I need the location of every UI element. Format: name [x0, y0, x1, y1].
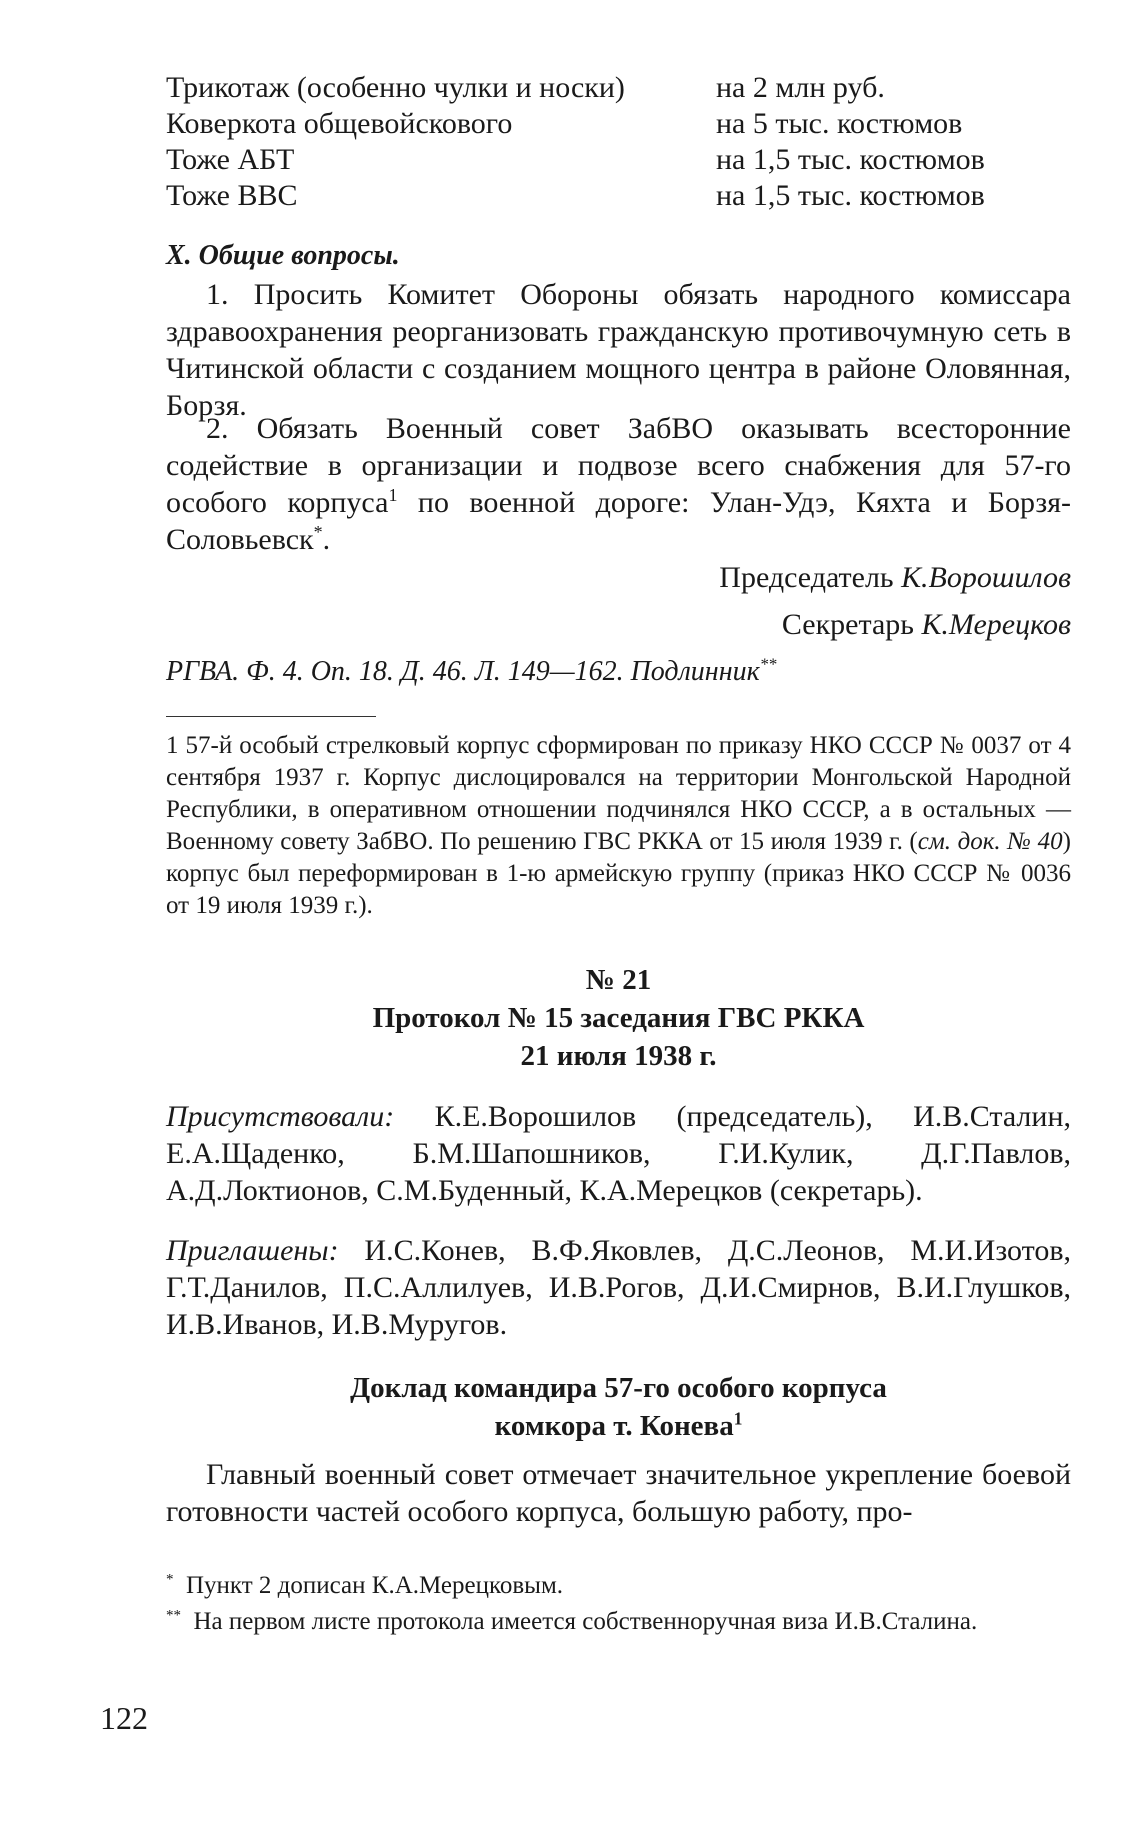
footnote-1-text-a: 1 57-й особый стрелковый корпус сформирован по приказу НКО СССР № 0037 от 4 сентября 1937 г. Корпус дислоцировался на территории Монгольской Народной Республики, в оперативном отношении подчинялся НКО СССР, а в остальных — Военному совету ЗабВО. По решению ГВС РККА от 15 июля 1939 г. ( — [166, 732, 1071, 855]
document-date: 21 июля 1938 г. — [520, 1040, 717, 1072]
paragraph-1: 1. Просить Комитет Обороны обязать народного комиссара здравоохранения реорганизовать гражданскую противочумную сеть в Читинской области с созданием мощного центра в районе Оловянная, Борзя. — [166, 278, 1071, 422]
report-subtitle — [166, 1408, 1071, 1444]
paragraph-2: 2. Обязать Военный совет ЗабВО оказывать всесторонние содействие в организации и подвозе всего снабжения для 57-го особого корпуса$^1$ по военной дороге: Улан-Удэ, Кяхта и Борзя-Соловьевск*. — [166, 412, 1071, 556]
document-title: Протокол № 15 заседания ГВС РККА — [372, 1002, 865, 1034]
footnote-ref-star: * — [313, 522, 323, 542]
footnote-1-ref: см. док. № 40 — [917, 828, 1063, 855]
report-subtitle-text: комкора т. Конева — [494, 1410, 734, 1442]
invited-names: И.С.Конев, В.Ф.Яковлев, Д.С.Леонов, М.И.Изотов, Г.Т.Данилов, П.С.Аллилуев, И.В.Рогов, Д.И.Смирнов, В.И.Глушков, И.В.Иванов, И.В.Муругов. — [166, 1234, 1071, 1341]
footnote-divider — [166, 716, 376, 717]
supply-list — [166, 70, 1071, 214]
archive-star: ** — [759, 654, 777, 674]
present-names: К.Е.Ворошилов (председатель), И.В.Сталин, Е.А.Щаденко, Б.М.Шапошников, Г.И.Кулик, Д.Г.Павлов, А.Д.Локтионов, С.М.Буденный, К.А.Мерецков (секретарь). — [166, 1100, 1071, 1207]
secretary-signature — [166, 605, 1071, 645]
invited-label: Приглашены: — [166, 1234, 339, 1267]
item-amount: на 1,5 тыс. костюмов — [716, 179, 985, 212]
section-heading: Х. Общие вопросы. — [166, 240, 400, 271]
chair-signature — [166, 558, 1071, 598]
secretary-name: К.Мерецков — [921, 608, 1071, 641]
list-item — [166, 142, 1071, 178]
report-footnote-ref: 1 — [733, 1408, 743, 1429]
note-1-mark: * — [166, 1571, 174, 1588]
item-amount: на 2 млн руб. — [716, 71, 885, 104]
archive-reference — [166, 655, 1071, 689]
item-name: Тоже ВВС — [166, 179, 298, 212]
list-item — [166, 106, 1071, 142]
list-item — [166, 70, 1071, 106]
list-item — [166, 178, 1071, 214]
footnote-1 — [166, 730, 1071, 922]
note-2-mark: ** — [166, 1607, 181, 1624]
present-list — [166, 1098, 1071, 1209]
paragraph-2-text-a: 2. Обязать Военный совет ЗабВО оказывать всесторонние содействие в организации и подвозе всего снабжения для 57-го особого корпуса — [166, 412, 1071, 519]
item-name: Тоже АБТ — [166, 143, 295, 176]
note-2 — [166, 1606, 1071, 1638]
chair-label: Председатель — [719, 561, 902, 594]
page-number: 122 — [100, 1700, 148, 1736]
note-1 — [166, 1570, 1071, 1602]
report-body: Главный военный совет отмечает значительное укрепление боевой готовности частей особого корпуса, большую работу, про- — [166, 1458, 1071, 1528]
footnote-ref-1: 1 — [388, 485, 398, 505]
item-name: Коверкота общевойскового — [166, 107, 513, 140]
document-number: № 21 — [585, 964, 652, 996]
note-1-text: Пункт 2 дописан К.А.Мерецковым. — [186, 1572, 564, 1599]
paragraph-2-text-b: по военной дороге: Улан-Удэ, Кяхта и Борзя-Соловьевск — [166, 486, 1071, 556]
secretary-label: Секретарь — [781, 608, 922, 641]
item-name: Трикотаж (особенно чулки и носки) — [166, 71, 625, 104]
footnote-1-text-b: ) корпус был переформирован в 1-ю армейскую группу (приказ НКО СССР № 0036 от 19 июля 1939 г.). — [166, 828, 1071, 919]
chair-name: К.Ворошилов — [901, 561, 1071, 594]
invited-list — [166, 1232, 1071, 1343]
archive-ref-text: РГВА. Ф. 4. Оп. 18. Д. 46. Л. 149—162. Подлинник — [166, 656, 760, 687]
item-amount: на 5 тыс. костюмов — [716, 107, 963, 140]
report-title: Доклад командира 57-го особого корпуса — [350, 1372, 887, 1404]
present-label: Присутствовали: — [166, 1100, 395, 1133]
item-amount: на 1,5 тыс. костюмов — [716, 143, 985, 176]
note-2-text: На первом листе протокола имеется собственноручная виза И.В.Сталина. — [193, 1608, 978, 1635]
